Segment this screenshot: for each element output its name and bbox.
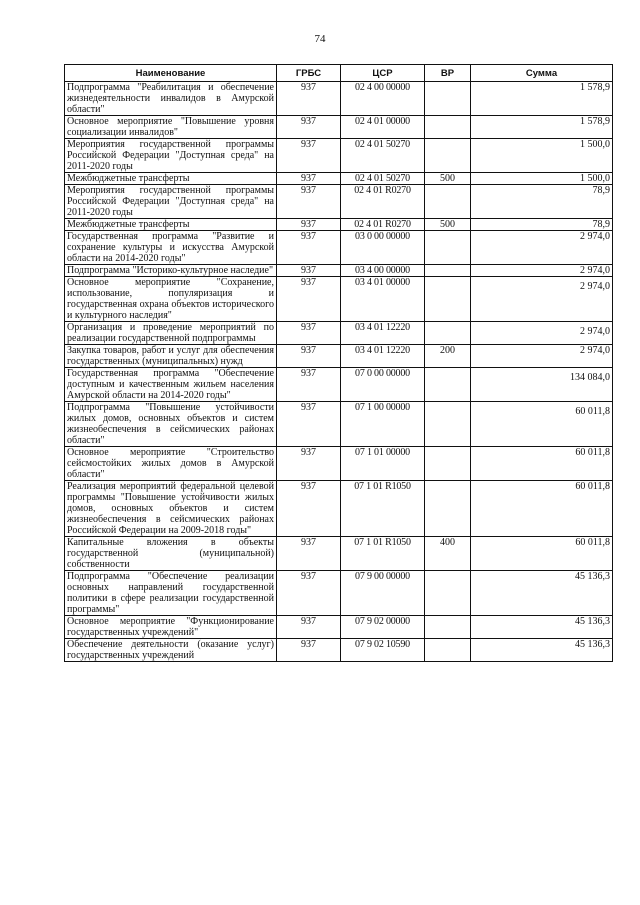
row-csr-cell: 07 1 01 00000 [341,447,425,481]
row-name-cell: Подпрограмма "Обеспечение реализации основных направлений государственной политики в сфере реализации государственной программы" [65,571,277,616]
row-grbs-cell: 937 [277,173,341,185]
row-grbs-cell: 937 [277,139,341,173]
row-name-cell: Мероприятия государственной программы Российской Федерации "Доступная среда" на 2011-2020 годы [65,139,277,173]
row-sum-cell: 2 974,0 [471,231,613,265]
row-sum-cell: 1 578,9 [471,82,613,116]
table-row [65,481,613,537]
table-row [65,571,613,616]
row-vr-cell [425,231,471,265]
row-vr-cell [425,139,471,173]
row-sum-cell: 2 974,0 [471,277,613,322]
row-name-cell: Межбюджетные трансферты [65,219,277,231]
row-csr-cell: 07 1 00 00000 [341,402,425,447]
header-grbs: ГРБС [277,65,341,82]
header-vr: ВР [425,65,471,82]
row-sum-cell: 45 136,3 [471,639,613,662]
row-vr-cell [425,616,471,639]
row-name-cell: Основное мероприятие "Функционирование государственных учреждений" [65,616,277,639]
row-sum-cell: 1 500,0 [471,139,613,173]
row-sum-cell: 2 974,0 [471,322,613,345]
row-grbs-cell: 937 [277,185,341,219]
table-row [65,219,613,231]
row-csr-cell: 02 4 01 50270 [341,139,425,173]
row-vr-cell: 500 [425,219,471,231]
table-row [65,265,613,277]
page-number: 74 [314,33,326,45]
row-csr-cell: 02 4 00 00000 [341,82,425,116]
row-grbs-cell: 937 [277,447,341,481]
row-sum-cell: 2 974,0 [471,265,613,277]
row-csr-cell: 02 4 01 50270 [341,173,425,185]
row-csr-cell: 07 1 01 R1050 [341,537,425,571]
row-vr-cell [425,82,471,116]
row-grbs-cell: 937 [277,402,341,447]
row-vr-cell [425,265,471,277]
row-sum-cell: 2 974,0 [471,345,613,368]
row-csr-cell: 07 0 00 00000 [341,368,425,402]
row-name-cell: Основное мероприятие "Сохранение, использование, популяризация и государственная охрана объектов исторического и культурного наследия" [65,277,277,322]
table-row [65,402,613,447]
header-name: Наименование [65,65,277,82]
row-vr-cell [425,447,471,481]
row-vr-cell [425,322,471,345]
row-vr-cell [425,571,471,616]
row-name-cell: Основное мероприятие "Повышение уровня социализации инвалидов" [65,116,277,139]
row-sum-cell: 45 136,3 [471,616,613,639]
row-grbs-cell: 937 [277,345,341,368]
header-csr: ЦСР [341,65,425,82]
row-grbs-cell: 937 [277,277,341,322]
table-row [65,345,613,368]
row-name-cell: Капитальные вложения в объекты государственной (муниципальной) собственности [65,537,277,571]
row-sum-cell: 45 136,3 [471,571,613,616]
row-vr-cell: 200 [425,345,471,368]
row-sum-cell: 1 578,9 [471,116,613,139]
row-vr-cell [425,639,471,662]
row-csr-cell: 07 9 00 00000 [341,571,425,616]
row-vr-cell [425,185,471,219]
header-sum: Сумма [471,65,613,82]
row-csr-cell: 03 4 01 12220 [341,345,425,368]
row-csr-cell: 02 4 01 R0270 [341,219,425,231]
row-csr-cell: 03 0 00 00000 [341,231,425,265]
row-csr-cell: 07 9 02 10590 [341,639,425,662]
table-row [65,116,613,139]
row-sum-cell: 1 500,0 [471,173,613,185]
table-row [65,173,613,185]
row-grbs-cell: 937 [277,571,341,616]
row-name-cell: Подпрограмма "Повышение устойчивости жилых домов, основных объектов и систем жизнеобеспечения в сейсмических районах области" [65,402,277,447]
row-csr-cell: 07 1 01 R1050 [341,481,425,537]
row-csr-cell: 03 4 01 00000 [341,277,425,322]
row-sum-cell: 60 011,8 [471,447,613,481]
row-name-cell: Подпрограмма "Историко-культурное наследие" [65,265,277,277]
table-row [65,616,613,639]
table-row [65,139,613,173]
row-vr-cell [425,402,471,447]
row-sum-cell: 78,9 [471,185,613,219]
row-name-cell: Государственная программа "Развитие и сохранение культуры и искусства Амурской области на 2014-2020 годы" [65,231,277,265]
row-csr-cell: 02 4 01 R0270 [341,185,425,219]
row-name-cell: Государственная программа "Обеспечение доступным и качественным жильем населения Амурской области на 2014-2020 годы" [65,368,277,402]
row-sum-cell: 134 084,0 [471,368,613,402]
row-grbs-cell: 937 [277,537,341,571]
row-grbs-cell: 937 [277,82,341,116]
row-sum-cell: 78,9 [471,219,613,231]
budget-table [64,64,613,662]
table-row [65,537,613,571]
row-grbs-cell: 937 [277,231,341,265]
row-grbs-cell: 937 [277,616,341,639]
table-row [65,82,613,116]
row-grbs-cell: 937 [277,265,341,277]
row-csr-cell: 03 4 01 12220 [341,322,425,345]
row-grbs-cell: 937 [277,368,341,402]
row-vr-cell: 400 [425,537,471,571]
table-body [65,82,613,662]
row-sum-cell: 60 011,8 [471,481,613,537]
row-name-cell: Организация и проведение мероприятий по реализации государственной подпрограммы [65,322,277,345]
row-grbs-cell: 937 [277,219,341,231]
row-sum-cell: 60 011,8 [471,537,613,571]
row-csr-cell: 03 4 00 00000 [341,265,425,277]
row-grbs-cell: 937 [277,481,341,537]
table-header-row [65,65,613,82]
table-row [65,185,613,219]
row-name-cell: Реализация мероприятий федеральной целевой программы "Повышение устойчивости жилых домов, основных объектов и систем жизнеобеспечения в сейсмических районах Российской Федерации на 2009-2018 годы" [65,481,277,537]
row-name-cell: Основное мероприятие "Строительство сейсмостойких жилых домов в Амурской области" [65,447,277,481]
row-csr-cell: 02 4 01 00000 [341,116,425,139]
table-row [65,368,613,402]
row-vr-cell [425,368,471,402]
row-name-cell: Обеспечение деятельности (оказание услуг) государственных учреждений [65,639,277,662]
row-name-cell: Межбюджетные трансферты [65,173,277,185]
row-grbs-cell: 937 [277,639,341,662]
table-row [65,322,613,345]
table-row [65,277,613,322]
row-grbs-cell: 937 [277,116,341,139]
table-row [65,639,613,662]
row-name-cell: Подпрограмма "Реабилитация и обеспечение жизнедеятельности инвалидов в Амурской области" [65,82,277,116]
row-grbs-cell: 937 [277,322,341,345]
row-vr-cell: 500 [425,173,471,185]
row-vr-cell [425,277,471,322]
row-name-cell: Закупка товаров, работ и услуг для обеспечения государственных (муниципальных) нужд [65,345,277,368]
row-vr-cell [425,481,471,537]
table-row [65,231,613,265]
row-csr-cell: 07 9 02 00000 [341,616,425,639]
table-row [65,447,613,481]
row-name-cell: Мероприятия государственной программы Российской Федерации "Доступная среда" на 2011-2020 годы [65,185,277,219]
row-sum-cell: 60 011,8 [471,402,613,447]
row-vr-cell [425,116,471,139]
